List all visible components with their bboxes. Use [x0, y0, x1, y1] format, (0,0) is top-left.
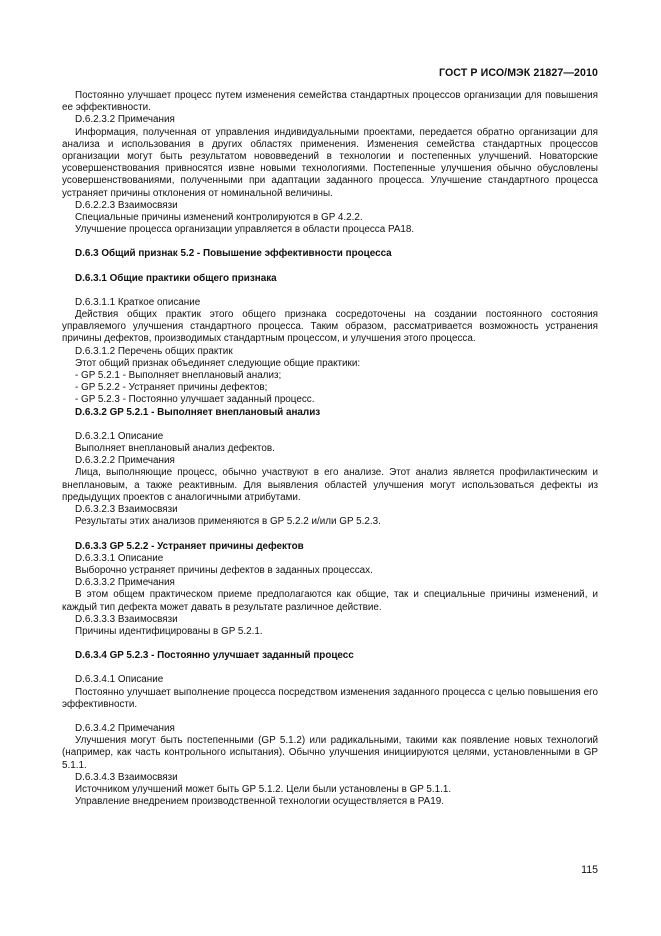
paragraph: Управление внедрением производственной технологии осуществляется в PA19. — [75, 796, 444, 808]
section-heading: D.6.3.2 GP 5.2.1 - Выполняет внеплановый анализ — [75, 406, 321, 418]
paragraph: Выполняет внеплановый анализ дефектов. — [75, 443, 275, 455]
paragraph: - GP 5.2.3 - Постоянно улучшает заданный процесс. — [75, 394, 315, 406]
paragraph: Этот общий признак объединяет следующие общие практики: — [75, 357, 361, 369]
spacer — [62, 662, 598, 674]
subsection-heading: D.6.3.2.2 Примечания — [75, 455, 175, 467]
subsection-heading: D.6.2.3.2 Примечания — [75, 114, 175, 126]
subsection-heading: D.6.3.3.1 Описание — [75, 552, 164, 564]
subsection-heading: D.6.3.4.3 Взаимосвязи — [75, 771, 178, 783]
page-number: 115 — [581, 864, 598, 876]
paragraph: В этом общем практическом приеме предполагаются как общие, так и специальные причины изменений, и каждый тип дефекта может давать в результате различное действие. — [62, 589, 598, 613]
spacer — [62, 261, 598, 273]
subsection-heading: D.6.3.3.3 Взаимосвязи — [75, 613, 178, 625]
subsection-heading: D.6.3.2.3 Взаимосвязи — [75, 504, 178, 516]
spacer — [62, 236, 598, 248]
subsection-heading: D.6.3.4.1 Описание — [75, 674, 164, 686]
spacer — [62, 638, 598, 650]
paragraph: Постоянно улучшает процесс путем изменения семейства стандартных процессов организации для повышения ее эффективности. — [62, 90, 598, 114]
paragraph: Результаты этих анализов применяются в GP 5.2.2 и/или GP 5.2.3. — [75, 516, 381, 528]
document-header: ГОСТ Р ИСО/МЭК 21827—2010 — [439, 67, 598, 79]
paragraph: - GP 5.2.1 - Выполняет внеплановый анализ; — [75, 370, 282, 382]
spacer — [62, 529, 598, 541]
subsection-heading: D.6.3.4.2 Примечания — [75, 722, 175, 734]
section-heading: D.6.3.1 Общие практики общего признака — [75, 272, 277, 284]
subsection-heading: D.6.3.1.2 Перечень общих практик — [75, 345, 233, 357]
document-body — [62, 90, 598, 808]
paragraph: Действия общих практик этого общего признака сосредоточены на создании постоянного состояния управляемого улучшения стандартного процесса. Таким образом, рассматривается возможность устранения причины дефектов, производимых стандартным процессом, и улучшения этого процесса. — [62, 309, 598, 345]
paragraph: Улучшение процесса организации управляется в области процесса PA18. — [75, 224, 415, 236]
paragraph: Причины идентифицированы в GP 5.2.1. — [75, 625, 263, 637]
subsection-heading: D.6.3.1.1 Краткое описание — [75, 296, 201, 308]
paragraph: Выборочно устраняет причины дефектов в заданных процессах. — [75, 564, 373, 576]
paragraph: Источником улучшений может быть GP 5.1.2. Цели были установлены в GP 5.1.1. — [75, 783, 452, 795]
section-heading: D.6.3.4 GP 5.2.3 - Постоянно улучшает заданный процесс — [75, 650, 354, 662]
subsection-heading: D.6.3.3.2 Примечания — [75, 577, 175, 589]
section-heading: D.6.3.3 GP 5.2.2 - Устраняет причины дефектов — [75, 540, 304, 552]
spacer — [62, 419, 598, 431]
paragraph: Улучшения могут быть постепенными (GP 5.1.2) или радикальными, такими как появление новых технологий (например, как часть контрольного испытания). Обычно улучшения инициируются целями, установленными в GP 5.1.1. — [62, 735, 598, 771]
paragraph: - GP 5.2.2 - Устраняет причины дефектов; — [75, 382, 268, 394]
spacer — [62, 285, 598, 297]
paragraph: Лица, выполняющие процесс, обычно участвуют в его анализе. Этот анализ является профилактическим и внеплановым, а также реактивным. Для выявления областей улучшения могут использоваться дефекты из предыдущих проектов с аналогичными атрибутами. — [62, 467, 598, 503]
paragraph: Специальные причины изменений контролируются в GP 4.2.2. — [75, 212, 363, 224]
section-heading: D.6.3 Общий признак 5.2 - Повышение эффективности процесса — [75, 248, 392, 260]
subsection-heading: D.6.2.2.3 Взаимосвязи — [75, 199, 178, 211]
paragraph: Постоянно улучшает выполнение процесса посредством изменения заданного процесса с целью повышения его эффективности. — [62, 686, 598, 710]
paragraph: Информация, полученная от управления индивидуальными проектами, передается обратно организации для анализа и использования в других областях применения. Изменения семейства стандартных процессов организации могут быть результатом нововведений в технологии и постепенных улучшений. Новаторские усовершенствования привносятся извне новыми технологиями. Постепенные улучшения обычно обусловлены усовершенствованиями, полученными при адаптации заданного процесса. Улучшение стандартного процесса устраняет причины отклонения от номинальной величины. — [62, 126, 598, 199]
spacer — [62, 711, 598, 723]
subsection-heading: D.6.3.2.1 Описание — [75, 430, 164, 442]
